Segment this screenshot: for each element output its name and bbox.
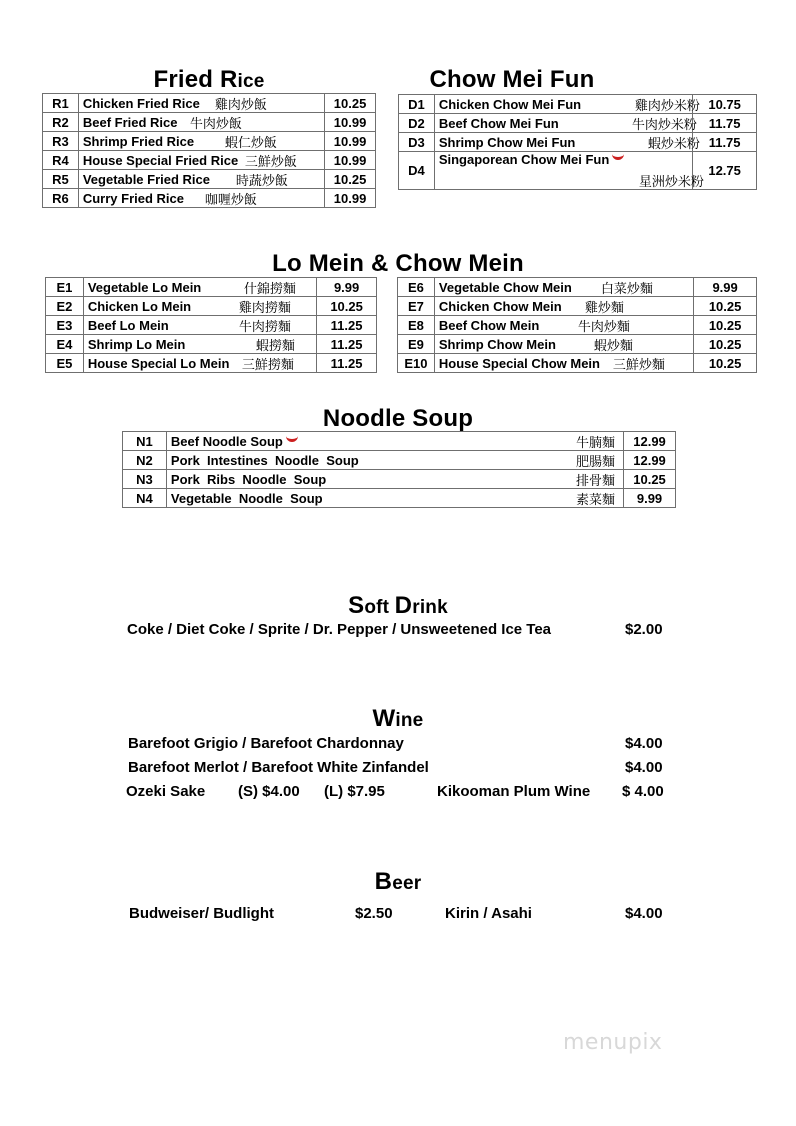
item-code: R6 — [43, 189, 79, 208]
chow-mei-fun-title: Chow Mei Fun — [429, 66, 595, 93]
item-chinese-name: 時蔬炒飯 — [235, 174, 288, 189]
item-name: Shrimp Chow Mei Fun — [438, 134, 576, 150]
plum-wine-price: $ 4.00 — [622, 783, 664, 800]
fried-rice-title: Fried Rice — [153, 66, 265, 93]
item-price: 11.25 — [317, 354, 377, 373]
beer-title: Beer — [374, 868, 422, 895]
item-price: 10.25 — [694, 316, 757, 335]
item-name: House Special Fried Rice — [82, 152, 239, 168]
table-row — [123, 470, 676, 489]
table-row — [123, 489, 676, 508]
item-chinese-name: 雞肉炒飯 — [214, 98, 267, 113]
item-name: Singaporean Chow Mei Fun — [438, 152, 610, 167]
sake-small-price: (S) $4.00 — [238, 783, 300, 800]
table-row — [398, 278, 757, 297]
item-name: Beef Chow Mei Fun — [438, 115, 559, 131]
lo-mein-title: Lo Mein & Chow Mein — [272, 250, 524, 277]
beer-budweiser: Budweiser/ Budlight — [129, 905, 275, 922]
item-chinese-name: 肥腸麵 — [576, 455, 616, 470]
item-code: E1 — [46, 278, 84, 297]
item-chinese-name: 牛肉炒麵 — [577, 320, 630, 335]
item-price: 10.25 — [317, 297, 377, 316]
table-row — [123, 451, 676, 470]
item-name: Curry Fried Rice — [82, 190, 184, 206]
table-row — [398, 354, 757, 373]
table-row — [43, 132, 376, 151]
item-chinese-name: 排骨麵 — [576, 474, 616, 489]
item-code: E4 — [46, 335, 84, 354]
item-code: D3 — [399, 133, 435, 152]
noodle-soup-title: Noodle Soup — [322, 405, 474, 432]
item-price: 9.99 — [624, 489, 676, 508]
chili-icon — [612, 152, 624, 160]
item-name: Vegetable Lo Mein — [87, 279, 202, 295]
item-code: E6 — [398, 278, 435, 297]
item-price: 10.99 — [325, 113, 376, 132]
item-chinese-name: 素菜麵 — [576, 493, 616, 508]
item-code: E7 — [398, 297, 435, 316]
item-price: 10.25 — [694, 354, 757, 373]
item-code: E9 — [398, 335, 435, 354]
item-chinese-name: 蝦炒米粉 — [647, 137, 700, 152]
item-chinese-name: 牛肉撈麵 — [238, 320, 291, 335]
soft-drink-price: $2.00 — [625, 621, 663, 638]
item-price: 10.25 — [694, 297, 757, 316]
item-name: Pork Ribs Noodle Soup — [170, 471, 327, 487]
item-code: D1 — [399, 95, 435, 114]
item-name: Shrimp Chow Mein — [438, 336, 556, 352]
item-name: Chicken Lo Mein — [87, 298, 192, 314]
item-code: D2 — [399, 114, 435, 133]
item-price: 9.99 — [317, 278, 377, 297]
table-row — [399, 114, 757, 133]
beer-budweiser-price: $2.50 — [355, 905, 393, 922]
item-code: N4 — [123, 489, 167, 508]
item-price: 10.99 — [325, 132, 376, 151]
item-chinese-name: 星洲炒米粉 — [638, 175, 704, 190]
item-name: Beef Fried Rice — [82, 114, 178, 130]
item-chinese-name: 咖喱炒飯 — [204, 193, 257, 208]
sake-label: Ozeki Sake — [126, 783, 206, 800]
item-name: Chicken Chow Mein — [438, 298, 562, 314]
table-row — [43, 94, 376, 113]
plum-wine-label: Kikooman Plum Wine — [437, 783, 591, 800]
item-name: Chicken Fried Rice — [82, 95, 200, 111]
item-chinese-name: 三鮮炒麵 — [612, 358, 665, 373]
beer-kirin-price: $4.00 — [625, 905, 663, 922]
item-code: N3 — [123, 470, 167, 489]
item-price: 11.75 — [693, 133, 757, 152]
table-row — [399, 152, 757, 190]
wine-price-1: $4.00 — [625, 735, 663, 752]
table-row — [43, 113, 376, 132]
item-name: Chicken Chow Mei Fun — [438, 96, 582, 112]
chili-icon — [286, 434, 298, 442]
wine-price-2: $4.00 — [625, 759, 663, 776]
item-name: Beef Noodle Soup — [170, 433, 283, 449]
item-code: R4 — [43, 151, 79, 170]
item-name: House Special Lo Mein — [87, 355, 230, 371]
item-chinese-name: 蝦仁炒飯 — [224, 136, 277, 151]
table-row — [46, 354, 377, 373]
menupix-watermark: menupix — [563, 1030, 663, 1055]
wine-line-1: Barefoot Grigio / Barefoot Chardonnay — [128, 735, 404, 752]
item-price: 9.99 — [694, 278, 757, 297]
item-price: 11.25 — [317, 316, 377, 335]
table-row — [398, 335, 757, 354]
item-price: 10.99 — [325, 151, 376, 170]
item-chinese-name: 牛腩麵 — [576, 436, 616, 451]
item-code: E3 — [46, 316, 84, 335]
item-code: R1 — [43, 94, 79, 113]
item-chinese-name: 三鮮炒飯 — [244, 155, 297, 170]
wine-line-2: Barefoot Merlot / Barefoot White Zinfandel — [128, 759, 429, 776]
item-code: E10 — [398, 354, 435, 373]
item-name: Shrimp Fried Rice — [82, 133, 195, 149]
table-row — [43, 151, 376, 170]
item-code: D4 — [399, 152, 435, 190]
item-name: Shrimp Lo Mein — [87, 336, 186, 352]
item-price: 10.25 — [694, 335, 757, 354]
item-code: E2 — [46, 297, 84, 316]
table-row — [123, 432, 676, 451]
item-chinese-name: 三鮮撈麵 — [241, 358, 294, 373]
table-row — [399, 95, 757, 114]
table-row — [46, 335, 377, 354]
item-price: 11.75 — [693, 114, 757, 133]
item-price: 12.75 — [693, 152, 757, 190]
chow-mein-table — [397, 277, 757, 373]
item-code: E8 — [398, 316, 435, 335]
item-chinese-name: 雞肉炒米粉 — [634, 99, 700, 114]
table-row — [46, 297, 377, 316]
soft-drink-list: Coke / Diet Coke / Sprite / Dr. Pepper / Unsweetened Ice Tea — [127, 621, 552, 638]
table-row — [43, 189, 376, 208]
item-price: 10.25 — [624, 470, 676, 489]
item-chinese-name: 什錦撈麵 — [243, 282, 296, 297]
item-code: N2 — [123, 451, 167, 470]
item-price: 10.75 — [693, 95, 757, 114]
chow-mei-fun-table — [398, 94, 757, 190]
item-code: R5 — [43, 170, 79, 189]
item-chinese-name: 牛肉炒飯 — [189, 117, 242, 132]
item-code: E5 — [46, 354, 84, 373]
item-price: 10.99 — [325, 189, 376, 208]
table-row — [46, 278, 377, 297]
item-chinese-name: 蝦撈麵 — [255, 339, 295, 354]
beer-kirin: Kirin / Asahi — [445, 905, 532, 922]
item-price: 11.25 — [317, 335, 377, 354]
item-chinese-name: 雞肉撈麵 — [238, 301, 291, 316]
item-name: Vegetable Fried Rice — [82, 171, 211, 187]
item-code: R2 — [43, 113, 79, 132]
table-row — [46, 316, 377, 335]
item-name: Pork Intestines Noodle Soup — [170, 452, 359, 468]
item-chinese-name: 雞炒麵 — [584, 301, 624, 316]
item-chinese-name: 白菜炒麵 — [600, 282, 653, 297]
item-price: 10.25 — [325, 94, 376, 113]
table-row — [398, 297, 757, 316]
table-row — [43, 170, 376, 189]
item-code: N1 — [123, 432, 167, 451]
item-name: House Special Chow Mein — [438, 355, 600, 371]
item-price: 12.99 — [624, 451, 676, 470]
item-chinese-name: 牛肉炒米粉 — [631, 118, 697, 133]
fried-rice-table — [42, 93, 376, 208]
lo-mein-table — [45, 277, 377, 373]
item-name: Vegetable Noodle Soup — [170, 490, 323, 506]
wine-title: Wine — [372, 705, 424, 732]
item-code: R3 — [43, 132, 79, 151]
item-price: 12.99 — [624, 432, 676, 451]
sake-large-price: (L) $7.95 — [324, 783, 385, 800]
item-name: Beef Chow Mein — [438, 317, 540, 333]
item-price: 10.25 — [325, 170, 376, 189]
item-chinese-name: 蝦炒麵 — [593, 339, 633, 354]
soft-drink-title: Soft Drink — [348, 592, 448, 619]
item-name: Beef Lo Mein — [87, 317, 169, 333]
item-name: Vegetable Chow Mein — [438, 279, 572, 295]
noodle-soup-table — [122, 431, 676, 508]
table-row — [398, 316, 757, 335]
table-row — [399, 133, 757, 152]
